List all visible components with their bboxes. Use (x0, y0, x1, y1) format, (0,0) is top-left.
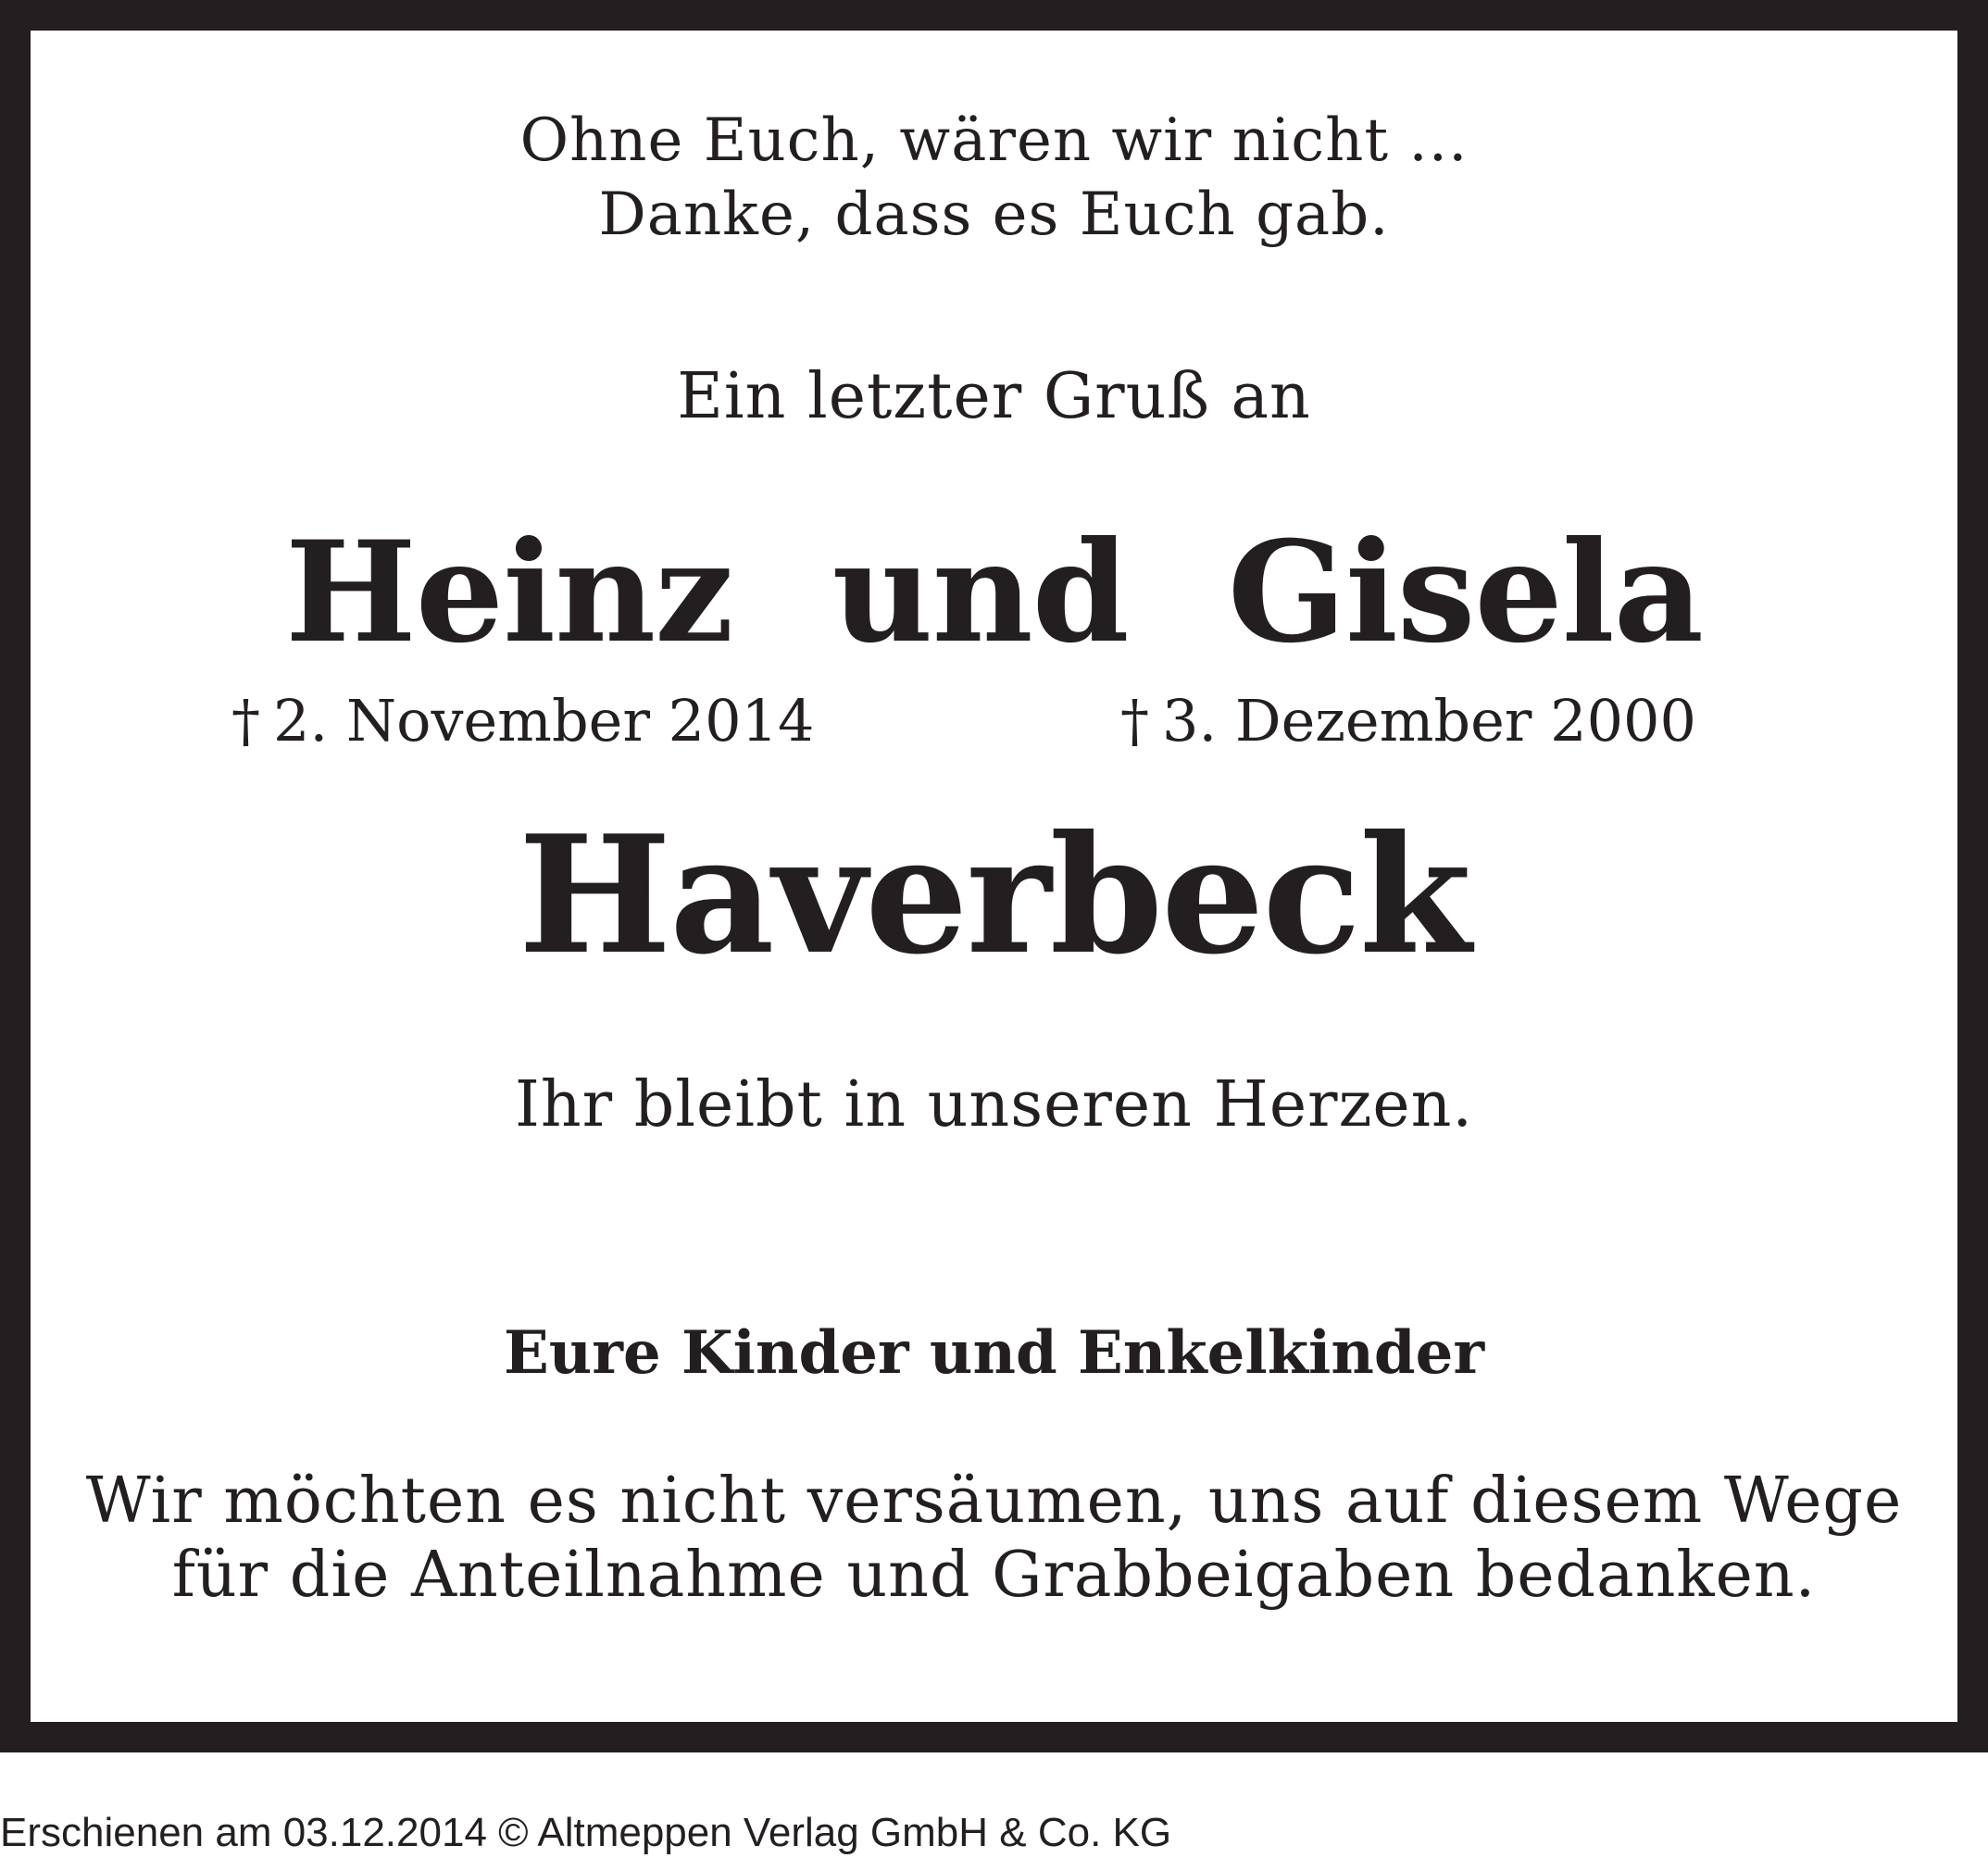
greeting: Ein letzter Gruß an (677, 360, 1311, 433)
surname: Haverbeck (518, 801, 1470, 991)
thanks-line-1: Wir möchten es nicht versäumen, uns auf diesem Wege (85, 1465, 1903, 1538)
death-date-gisela (1120, 687, 1696, 754)
motto: Ihr bleibt in unseren Herzen. (514, 1068, 1474, 1141)
thanks-line-2: für die Anteilnahme und Grabbeigaben bedanken. (171, 1539, 1817, 1612)
intro-line-1: Ohne Euch, wären wir nicht ... (519, 106, 1469, 175)
death-date-heinz (231, 687, 815, 754)
deceased-names: Heinz und Gisela (285, 511, 1703, 674)
date-heinz-text: 2. November 2014 (273, 687, 815, 754)
date-gisela-text: 3. Dezember 2000 (1162, 687, 1696, 754)
cross-icon: † (231, 687, 260, 754)
intro-line-2: Danke, dass es Euch gab. (598, 181, 1390, 249)
publication-footer: Erschienen am 03.12.2014 © Altmeppen Verlag GmbH & Co. KG (0, 1810, 1172, 1855)
cross-icon: † (1120, 687, 1149, 754)
signature: Eure Kinder und Enkelkinder (503, 1318, 1485, 1388)
